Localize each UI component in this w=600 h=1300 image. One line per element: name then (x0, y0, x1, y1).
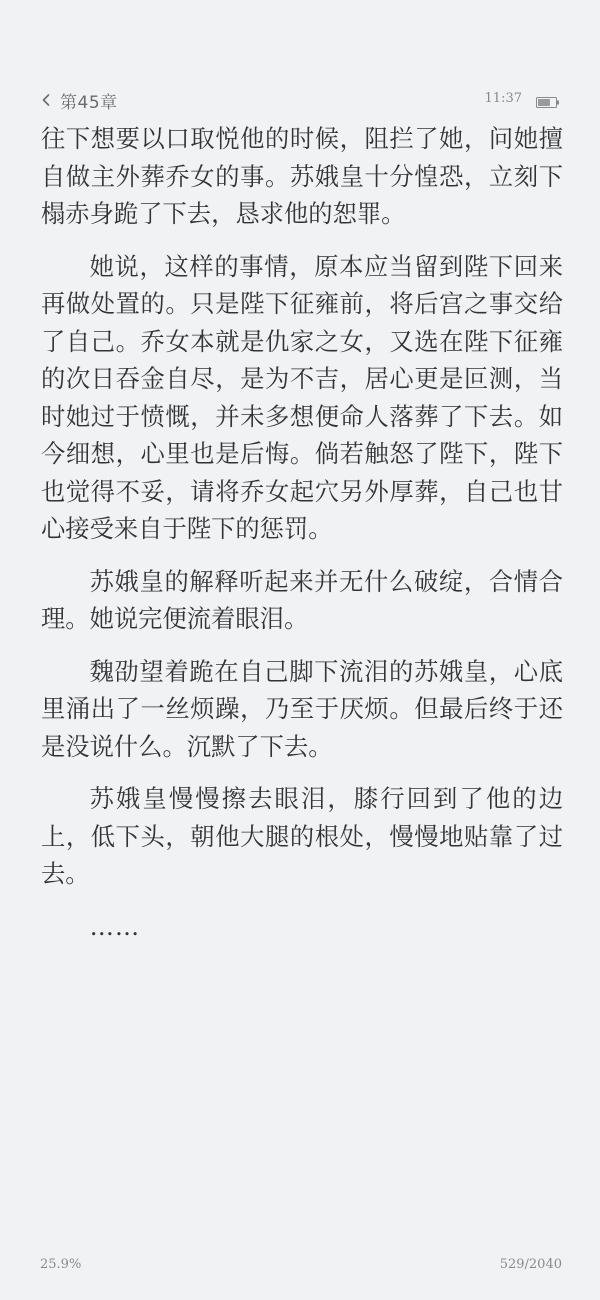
back-button[interactable] (38, 88, 118, 112)
reading-progress: 25.9% (40, 1257, 82, 1272)
paragraph: 魏劭望着跪在自己脚下流泪的苏娥皇，心底里涌出了一丝烦躁，乃至于厌烦。但最后终于还是没说什么。沉默了下去。 (41, 656, 563, 761)
battery-icon (536, 93, 560, 104)
chapter-title: 第45章 (60, 92, 118, 113)
reader-top-bar (0, 88, 600, 112)
paragraph: 苏娥皇慢慢擦去眼泪，膝行回到了他的边上，低下头，朝他大腿的根处，慢慢地贴靠了过去。 (41, 784, 563, 888)
page-counter: 529/2040 (499, 1257, 562, 1272)
chevron-left-icon (38, 92, 54, 108)
paragraph-ellipsis: …… (89, 911, 141, 941)
paragraph: 她说，这样的事情，原本应当留到陛下回来再做处置的。只是陛下征雍前，将后宫之事交给了自己。乔女本就是仇家之女，又选在陛下征雍的次日吞金自尽，是为不吉，居心更是叵测，当时她过于愤慨，并未多想便命人落葬了下去。如今细想，心里也是后悔。倘若触怒了陛下，陛下也觉得不妥，请将乔女起穴另外厚葬，自己也甘心接受来自于陛下的惩罚。 (41, 251, 563, 543)
paragraph: 往下想要以口取悦他的时候，阻拦了她，问她擅自做主外葬乔女的事。苏娥皇十分惶恐，立刻下榻赤身跪了下去，恳求他的恕罪。 (41, 124, 563, 228)
chapter-content[interactable] (41, 120, 563, 960)
paragraph: 苏娥皇的解释听起来并无什么破绽，合情合理。她说完便流着眼泪。 (41, 566, 563, 633)
clock-time: 11:37 (484, 91, 522, 106)
